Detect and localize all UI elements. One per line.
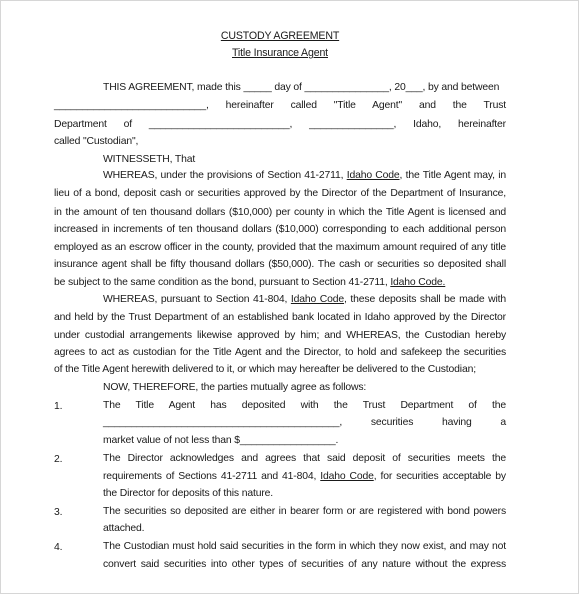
- whereas-1-line-1: WHEREAS, under the provisions of Section 41-2711, Idaho Code, the Title Agent may, in: [103, 170, 507, 181]
- whereas-2-line-1: WHEREAS, pursuant to Section 41-804, Idaho Code, these deposits shall be made with: [103, 294, 506, 305]
- item-1-line-3: market value of not less than $_________________.: [103, 435, 339, 446]
- agreement-line-4: called "Custodian",: [54, 136, 139, 147]
- document-subtitle: Title Insurance Agent: [232, 47, 328, 59]
- agreement-line-2: [54, 99, 506, 113]
- item-2-line-2: requirements of Sections 41-2711 and 41-804, Idaho Code, for securities acceptable by: [103, 471, 506, 482]
- document-title: CUSTODY AGREEMENT: [220, 30, 340, 42]
- idaho-code-link: Idaho Code.: [390, 277, 446, 288]
- item-1-line-2: __________________________________________, securities having a: [103, 417, 506, 428]
- item-number: 1.: [54, 401, 63, 412]
- trust-dept-blank: __________________________________________,: [103, 417, 343, 428]
- item-number: 3.: [54, 507, 63, 518]
- item-1-line-1: The Title Agent has deposited with the Trust Department of the: [103, 400, 506, 411]
- witnesseth-heading: WITNESSETH, That: [103, 154, 196, 165]
- agreement-line-3: [54, 118, 506, 132]
- title-agent-text: hereinafter called "Title Agent" and the Trust: [225, 100, 506, 111]
- whereas-1-line-2: lieu of a bond, deposit cash or securities approved by the Director of the Department of Insurance,: [54, 188, 506, 199]
- whereas-1-line-7: be subject to the same condition as the bond, pursuant to Section 41-2711, Idaho Code.: [54, 277, 446, 288]
- item-3-line-2: attached.: [103, 523, 145, 534]
- idaho-code-link: Idaho Code: [290, 294, 345, 305]
- item-4-line-2: convert said securities into other types of securities of any nature without the express: [103, 559, 506, 570]
- item-4-line-1: The Custodian must hold said securities in the form in which they now exist, and may not: [103, 541, 506, 552]
- whereas-2-line-5: of the Title Agent herewith delivered to it, or which may hereafter be delivered to the Custodian;: [54, 364, 476, 375]
- item-2-line-1: The Director acknowledges and agrees that said deposit of securities meets the: [103, 453, 506, 464]
- whereas-1-line-5: employed as an escrow officer in the county, provided that the maximum amount required of any title: [54, 242, 506, 253]
- trust-dept-text: Idaho, hereinafter: [413, 119, 506, 130]
- whereas-2-line-3: under custodial arrangements likewise approved by him; and WHEREAS, the Custodian hereby: [54, 330, 506, 341]
- agreement-line-1: THIS AGREEMENT, made this _____ day of _______________, 20___, by and between: [103, 82, 500, 93]
- title-agent-blank: ___________________________,: [54, 100, 209, 111]
- item-number: 4.: [54, 542, 63, 553]
- item-2-line-3: the Director for deposits of this nature.: [103, 488, 273, 499]
- whereas-2-line-2: and held by the Trust Department of an established bank located in Idaho approved by the Director: [54, 312, 506, 323]
- trust-dept-blank: Department of _________________________,: [54, 119, 293, 130]
- whereas-2-line-4: agrees to act as custodian for the Title Agent and the Director, to hold and safekeep the securities: [54, 347, 506, 358]
- whereas-1-line-4: increased in increments of ten thousand dollars ($10,000) corresponding to each additional person: [54, 224, 506, 235]
- whereas-1-line-3: in the amount of ten thousand dollars ($10,000) per county in which the Title Agent is licensed and: [54, 207, 506, 218]
- idaho-code-link: Idaho Code: [346, 170, 400, 181]
- idaho-code-link: Idaho Code: [320, 471, 374, 482]
- trust-dept-blank-2: _______________,: [309, 119, 397, 130]
- now-therefore-line: NOW, THEREFORE, the parties mutually agree as follows:: [103, 382, 367, 393]
- item-3-line-1: The securities so deposited are either in bearer form or are registered with bond powers: [103, 506, 506, 517]
- whereas-1-line-6: insurance agent shall be fifty thousand dollars ($50,000). The cash or securities so deposited shall: [54, 259, 506, 270]
- item-number: 2.: [54, 454, 63, 465]
